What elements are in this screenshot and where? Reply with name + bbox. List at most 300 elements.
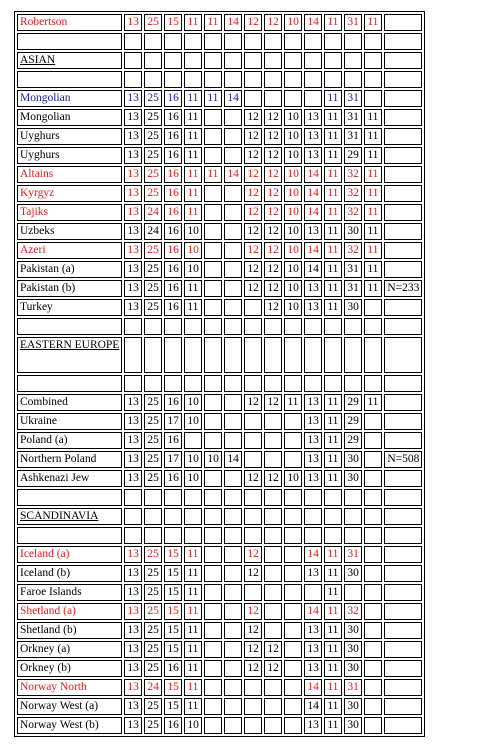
marker-value-cell: 13 <box>124 717 142 734</box>
marker-value-cell: 13 <box>124 413 142 430</box>
marker-value-cell <box>124 527 142 544</box>
marker-value-cell: 16 <box>164 280 182 297</box>
marker-value-cell: 11 <box>364 128 382 145</box>
marker-value-cell <box>224 147 242 164</box>
marker-value-cell <box>184 71 202 88</box>
marker-value-cell <box>224 717 242 734</box>
row-label: Robertson <box>17 14 122 31</box>
table-row <box>17 166 422 183</box>
marker-value-cell: 13 <box>124 660 142 677</box>
marker-value-cell <box>184 508 202 525</box>
marker-value-cell <box>264 584 282 601</box>
marker-value-cell: 11 <box>184 280 202 297</box>
marker-value-cell <box>204 185 222 202</box>
marker-value-cell <box>204 622 222 639</box>
marker-value-cell <box>284 318 302 335</box>
marker-value-cell <box>264 318 282 335</box>
table-row <box>17 698 422 715</box>
sample-size-cell: N=233 <box>384 280 422 297</box>
marker-value-cell: 12 <box>264 470 282 487</box>
marker-value-cell <box>244 432 262 449</box>
marker-value-cell: 25 <box>144 451 162 468</box>
marker-value-cell: 25 <box>144 470 162 487</box>
table-row <box>17 413 422 430</box>
marker-value-cell: 16 <box>164 242 182 259</box>
marker-value-cell: 14 <box>304 603 322 620</box>
marker-value-cell: 11 <box>184 166 202 183</box>
marker-value-cell <box>224 641 242 658</box>
row-label: Uyghurs <box>17 128 122 145</box>
marker-value-cell <box>224 394 242 411</box>
marker-value-cell <box>264 565 282 582</box>
marker-value-cell: 15 <box>164 698 182 715</box>
marker-value-cell: 30 <box>344 698 362 715</box>
marker-value-cell <box>304 527 322 544</box>
marker-value-cell <box>284 489 302 506</box>
marker-value-cell: 12 <box>244 14 262 31</box>
marker-value-cell: 14 <box>304 546 322 563</box>
section-header-row <box>17 52 422 69</box>
marker-value-cell: 11 <box>364 223 382 240</box>
row-label: Shetland (a) <box>17 603 122 620</box>
marker-value-cell: 13 <box>304 622 322 639</box>
sample-size-cell <box>384 147 422 164</box>
marker-value-cell: 15 <box>164 603 182 620</box>
marker-value-cell: 25 <box>144 166 162 183</box>
marker-value-cell: 24 <box>144 204 162 221</box>
spacer-row <box>17 375 422 392</box>
marker-value-cell <box>184 33 202 50</box>
marker-value-cell: 13 <box>304 299 322 316</box>
marker-value-cell <box>144 337 162 373</box>
marker-value-cell: 31 <box>344 109 362 126</box>
row-label: Ashkenazi Jew <box>17 470 122 487</box>
marker-value-cell: 15 <box>164 622 182 639</box>
marker-value-cell <box>284 603 302 620</box>
marker-value-cell: 31 <box>344 128 362 145</box>
table-row <box>17 223 422 240</box>
marker-value-cell <box>204 565 222 582</box>
marker-value-cell: 10 <box>284 242 302 259</box>
sample-size-cell <box>384 698 422 715</box>
marker-value-cell: 16 <box>164 128 182 145</box>
marker-value-cell: 11 <box>184 622 202 639</box>
marker-value-cell <box>124 33 142 50</box>
row-label: Uyghurs <box>17 147 122 164</box>
marker-value-cell: 15 <box>164 679 182 696</box>
marker-value-cell: 12 <box>264 242 282 259</box>
marker-value-cell: 32 <box>344 185 362 202</box>
marker-value-cell <box>284 52 302 69</box>
marker-value-cell: 11 <box>184 584 202 601</box>
sample-size-cell <box>384 166 422 183</box>
marker-value-cell <box>284 90 302 107</box>
row-label: Kyrgyz <box>17 185 122 202</box>
marker-value-cell <box>244 318 262 335</box>
marker-value-cell: 11 <box>184 698 202 715</box>
marker-value-cell <box>244 451 262 468</box>
marker-value-cell: 11 <box>324 413 342 430</box>
marker-value-cell: 11 <box>324 641 342 658</box>
marker-value-cell: 13 <box>124 166 142 183</box>
marker-value-cell <box>284 413 302 430</box>
row-label <box>17 318 122 335</box>
marker-value-cell <box>264 679 282 696</box>
sample-size-cell <box>384 318 422 335</box>
marker-value-cell <box>244 584 262 601</box>
marker-value-cell: 14 <box>304 679 322 696</box>
marker-value-cell: 13 <box>304 223 322 240</box>
marker-value-cell <box>204 375 222 392</box>
marker-value-cell: 11 <box>324 261 342 278</box>
marker-value-cell: 11 <box>324 546 342 563</box>
sample-size-cell <box>384 660 422 677</box>
marker-value-cell <box>364 584 382 601</box>
marker-value-cell: 17 <box>164 413 182 430</box>
marker-value-cell: 29 <box>344 413 362 430</box>
marker-value-cell: 25 <box>144 109 162 126</box>
marker-value-cell: 25 <box>144 603 162 620</box>
marker-value-cell: 11 <box>324 451 342 468</box>
marker-value-cell <box>284 660 302 677</box>
sample-size-cell <box>384 603 422 620</box>
marker-value-cell <box>264 717 282 734</box>
marker-value-cell <box>184 432 202 449</box>
marker-value-cell <box>204 204 222 221</box>
marker-value-cell <box>144 71 162 88</box>
marker-value-cell <box>124 52 142 69</box>
marker-value-cell: 10 <box>284 280 302 297</box>
marker-value-cell: 11 <box>324 109 342 126</box>
marker-value-cell <box>364 698 382 715</box>
marker-value-cell <box>324 527 342 544</box>
table-row <box>17 622 422 639</box>
marker-value-cell: 11 <box>204 166 222 183</box>
marker-value-cell: 11 <box>184 660 202 677</box>
marker-value-cell: 11 <box>364 280 382 297</box>
marker-value-cell <box>364 717 382 734</box>
marker-value-cell: 14 <box>304 14 322 31</box>
marker-value-cell: 12 <box>244 280 262 297</box>
marker-value-cell: 16 <box>164 470 182 487</box>
sample-size-cell <box>384 71 422 88</box>
marker-value-cell <box>344 318 362 335</box>
marker-value-cell <box>244 698 262 715</box>
marker-value-cell: 15 <box>164 584 182 601</box>
marker-value-cell <box>364 413 382 430</box>
marker-value-cell: 11 <box>324 128 342 145</box>
spacer-row <box>17 318 422 335</box>
marker-value-cell <box>204 223 222 240</box>
marker-value-cell <box>204 109 222 126</box>
marker-value-cell: 11 <box>324 166 342 183</box>
marker-value-cell: 14 <box>224 14 242 31</box>
marker-value-cell: 12 <box>264 147 282 164</box>
marker-value-cell <box>264 71 282 88</box>
marker-value-cell: 11 <box>324 698 342 715</box>
marker-value-cell: 31 <box>344 679 362 696</box>
table-row <box>17 451 422 468</box>
marker-value-cell: 10 <box>284 14 302 31</box>
marker-value-cell: 10 <box>284 223 302 240</box>
marker-value-cell <box>204 717 222 734</box>
marker-value-cell: 16 <box>164 204 182 221</box>
marker-value-cell: 12 <box>264 641 282 658</box>
marker-value-cell <box>284 337 302 373</box>
marker-value-cell <box>224 698 242 715</box>
marker-value-cell <box>224 299 242 316</box>
marker-value-cell <box>204 698 222 715</box>
marker-value-cell: 12 <box>244 622 262 639</box>
marker-value-cell: 13 <box>124 451 142 468</box>
marker-value-cell: 11 <box>324 660 342 677</box>
marker-value-cell: 11 <box>204 14 222 31</box>
marker-value-cell <box>204 470 222 487</box>
row-label: Orkney (b) <box>17 660 122 677</box>
row-label: Mongolian <box>17 109 122 126</box>
marker-value-cell <box>124 508 142 525</box>
marker-value-cell: 13 <box>124 603 142 620</box>
marker-value-cell <box>204 242 222 259</box>
marker-value-cell: 10 <box>284 147 302 164</box>
marker-value-cell: 11 <box>184 679 202 696</box>
row-label: Norway West (a) <box>17 698 122 715</box>
marker-value-cell: 12 <box>244 147 262 164</box>
marker-value-cell: 11 <box>324 565 342 582</box>
marker-value-cell: 11 <box>364 109 382 126</box>
marker-value-cell: 10 <box>184 717 202 734</box>
marker-value-cell <box>304 33 322 50</box>
marker-value-cell <box>164 52 182 69</box>
marker-value-cell <box>184 489 202 506</box>
marker-value-cell <box>304 337 322 373</box>
marker-value-cell: 31 <box>344 546 362 563</box>
marker-value-cell <box>284 584 302 601</box>
marker-value-cell: 13 <box>124 185 142 202</box>
marker-value-cell <box>264 546 282 563</box>
sample-size-cell <box>384 470 422 487</box>
marker-value-cell: 12 <box>264 299 282 316</box>
marker-value-cell <box>244 375 262 392</box>
marker-value-cell: 25 <box>144 280 162 297</box>
marker-value-cell <box>224 508 242 525</box>
marker-value-cell <box>204 280 222 297</box>
sample-size-cell <box>384 527 422 544</box>
marker-value-cell <box>244 489 262 506</box>
marker-value-cell: 13 <box>124 584 142 601</box>
table-row <box>17 185 422 202</box>
marker-value-cell <box>244 508 262 525</box>
marker-value-cell: 14 <box>304 242 322 259</box>
marker-value-cell <box>224 375 242 392</box>
marker-value-cell: 12 <box>264 394 282 411</box>
marker-value-cell <box>284 71 302 88</box>
row-label: Azeri <box>17 242 122 259</box>
table-row <box>17 432 422 449</box>
marker-value-cell: 11 <box>324 299 342 316</box>
marker-value-cell: 13 <box>304 394 322 411</box>
marker-value-cell: 32 <box>344 603 362 620</box>
sample-size-cell <box>384 14 422 31</box>
marker-value-cell: 12 <box>264 128 282 145</box>
marker-value-cell: 25 <box>144 242 162 259</box>
marker-value-cell: 10 <box>284 299 302 316</box>
marker-value-cell: 11 <box>204 90 222 107</box>
marker-value-cell: 11 <box>324 14 342 31</box>
table-row <box>17 394 422 411</box>
marker-value-cell <box>364 660 382 677</box>
marker-value-cell <box>144 527 162 544</box>
marker-value-cell <box>264 508 282 525</box>
marker-value-cell: 30 <box>344 223 362 240</box>
marker-value-cell <box>364 337 382 373</box>
marker-value-cell <box>224 33 242 50</box>
marker-value-cell: 12 <box>244 223 262 240</box>
marker-value-cell <box>224 546 242 563</box>
marker-value-cell <box>284 622 302 639</box>
marker-value-cell: 14 <box>224 166 242 183</box>
marker-value-cell: 16 <box>164 299 182 316</box>
marker-value-cell <box>224 52 242 69</box>
marker-value-cell: 31 <box>344 280 362 297</box>
marker-value-cell <box>264 451 282 468</box>
marker-value-cell: 11 <box>184 185 202 202</box>
row-label <box>17 489 122 506</box>
marker-value-cell: 13 <box>124 641 142 658</box>
marker-value-cell: 11 <box>184 204 202 221</box>
marker-value-cell: 13 <box>304 451 322 468</box>
marker-value-cell <box>264 622 282 639</box>
marker-value-cell <box>364 679 382 696</box>
marker-value-cell: 11 <box>184 109 202 126</box>
marker-value-cell: 11 <box>324 432 342 449</box>
marker-value-cell: 24 <box>144 223 162 240</box>
marker-value-cell <box>224 470 242 487</box>
marker-value-cell <box>264 527 282 544</box>
marker-value-cell: 25 <box>144 413 162 430</box>
marker-value-cell <box>244 299 262 316</box>
table-row <box>17 717 422 734</box>
marker-value-cell: 25 <box>144 147 162 164</box>
marker-value-cell: 10 <box>284 204 302 221</box>
marker-value-cell <box>284 679 302 696</box>
marker-value-cell: 13 <box>304 413 322 430</box>
marker-value-cell <box>244 413 262 430</box>
marker-value-cell: 11 <box>184 546 202 563</box>
marker-value-cell: 13 <box>124 14 142 31</box>
marker-value-cell <box>204 546 222 563</box>
marker-value-cell: 12 <box>264 109 282 126</box>
marker-value-cell <box>164 508 182 525</box>
marker-value-cell: 13 <box>124 204 142 221</box>
marker-value-cell: 11 <box>184 603 202 620</box>
marker-value-cell: 10 <box>184 394 202 411</box>
marker-value-cell: 16 <box>164 185 182 202</box>
marker-value-cell: 13 <box>124 128 142 145</box>
marker-value-cell: 12 <box>264 166 282 183</box>
marker-value-cell: 15 <box>164 14 182 31</box>
table-body <box>17 14 422 734</box>
marker-value-cell: 16 <box>164 432 182 449</box>
marker-value-cell <box>224 603 242 620</box>
section-title: ASIAN <box>17 52 122 69</box>
marker-value-cell <box>304 375 322 392</box>
marker-value-cell <box>244 717 262 734</box>
marker-value-cell: 29 <box>344 147 362 164</box>
sample-size-cell <box>384 204 422 221</box>
marker-value-cell <box>264 33 282 50</box>
sample-size-cell <box>384 185 422 202</box>
marker-value-cell: 16 <box>164 166 182 183</box>
marker-value-cell <box>344 375 362 392</box>
marker-value-cell: 12 <box>244 546 262 563</box>
marker-value-cell: 10 <box>204 451 222 468</box>
marker-value-cell: 16 <box>164 660 182 677</box>
sample-size-cell <box>384 223 422 240</box>
marker-value-cell <box>164 375 182 392</box>
marker-value-cell: 13 <box>124 109 142 126</box>
marker-value-cell: 10 <box>284 128 302 145</box>
marker-value-cell: 16 <box>164 394 182 411</box>
marker-value-cell: 25 <box>144 185 162 202</box>
marker-value-cell <box>304 90 322 107</box>
table-row <box>17 546 422 563</box>
marker-value-cell: 16 <box>164 109 182 126</box>
row-label: Pakistan (a) <box>17 261 122 278</box>
marker-value-cell <box>364 622 382 639</box>
marker-value-cell <box>204 584 222 601</box>
marker-value-cell: 13 <box>304 565 322 582</box>
marker-value-cell: 11 <box>364 394 382 411</box>
marker-value-cell <box>164 527 182 544</box>
marker-value-cell <box>224 660 242 677</box>
marker-value-cell: 13 <box>124 470 142 487</box>
marker-value-cell <box>324 489 342 506</box>
section-title: EASTERN EUROPE <box>17 337 122 373</box>
marker-value-cell: 11 <box>184 299 202 316</box>
marker-value-cell: 13 <box>304 660 322 677</box>
marker-value-cell: 13 <box>304 641 322 658</box>
marker-value-cell <box>224 565 242 582</box>
sample-size-cell <box>384 489 422 506</box>
table-row <box>17 565 422 582</box>
marker-value-cell <box>224 413 242 430</box>
marker-value-cell <box>204 641 222 658</box>
marker-value-cell: 25 <box>144 261 162 278</box>
marker-value-cell: 11 <box>184 641 202 658</box>
marker-value-cell: 10 <box>284 166 302 183</box>
marker-value-cell <box>204 394 222 411</box>
marker-value-cell: 13 <box>304 280 322 297</box>
marker-value-cell: 11 <box>324 622 342 639</box>
marker-value-cell <box>204 679 222 696</box>
marker-value-cell: 11 <box>324 242 342 259</box>
marker-value-cell <box>124 489 142 506</box>
marker-value-cell <box>264 489 282 506</box>
marker-value-cell <box>264 432 282 449</box>
marker-value-cell: 30 <box>344 717 362 734</box>
marker-value-cell <box>364 52 382 69</box>
marker-value-cell: 14 <box>304 185 322 202</box>
sample-size-cell <box>384 717 422 734</box>
marker-value-cell: 29 <box>344 432 362 449</box>
marker-value-cell: 11 <box>324 90 342 107</box>
marker-value-cell <box>364 641 382 658</box>
sample-size-cell <box>384 394 422 411</box>
marker-value-cell <box>224 432 242 449</box>
marker-value-cell <box>204 660 222 677</box>
marker-value-cell <box>364 90 382 107</box>
